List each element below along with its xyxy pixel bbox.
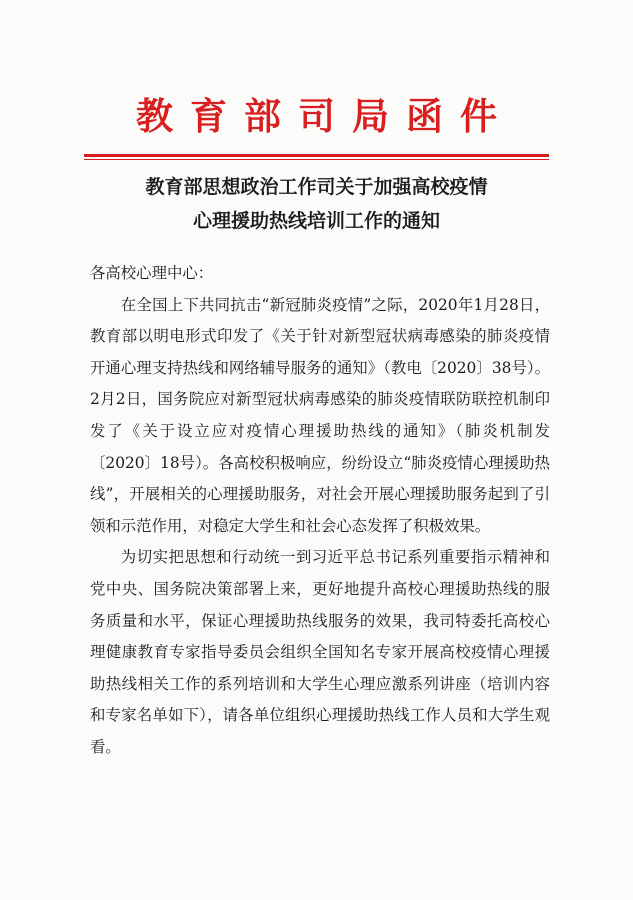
- paragraph-2: 为切实把思想和行动统一到习近平总书记系列重要指示精神和党中央、国务院决策部署上来，更好地提升高校心理援助热线的服务质量和水平，保证心理援助热线服务的效果，我司特委托高校心理健康教育专家指导委员会组织全国知名专家开展高校疫情心理援助热线相关工作的系列培训和大学生心理应激系列讲座（培训内容和专家名单如下），请各单位组织心理援助热线工作人员和大学生观看。: [90, 548, 550, 756]
- document-body: [90, 258, 550, 764]
- document-title-line-2: 心理援助热线培训工作的通知: [192, 210, 440, 232]
- document-title: [60, 170, 573, 238]
- paragraph-1: 在全国上下共同抗击“新冠肺炎疫情”之际，2020年1月28日，教育部以明电形式印发了《关于针对新型冠状病毒感染的肺炎疫情 开通心理支持热线和网络辅导服务的通知》（教电〔2020〕38号）。2月2日，国务院应对新型冠状病毒感染的肺炎疫情联防联控机制印发了《关于设立应对疫情心理援助热线的通知》（肺炎机制发〔2020〕18号）。各高校积极响应，纷纷设立“肺炎疫情心理援助热线”，开展相关的心理援助服务，对社会开展心理援助服务起到了引领和示范作用，对稳定大学生和社会心态发挥了积极效果。: [90, 295, 550, 535]
- document-title-line-1: 教育部思想政治工作司关于加强高校疫情: [145, 176, 488, 198]
- letterhead: [0, 92, 633, 140]
- salutation: 各高校心理中心：: [90, 264, 214, 282]
- letterhead-title: 教育部司局函件: [136, 94, 514, 138]
- letterhead-rule-thin: [84, 159, 549, 160]
- letterhead-rule-thick: [84, 154, 549, 157]
